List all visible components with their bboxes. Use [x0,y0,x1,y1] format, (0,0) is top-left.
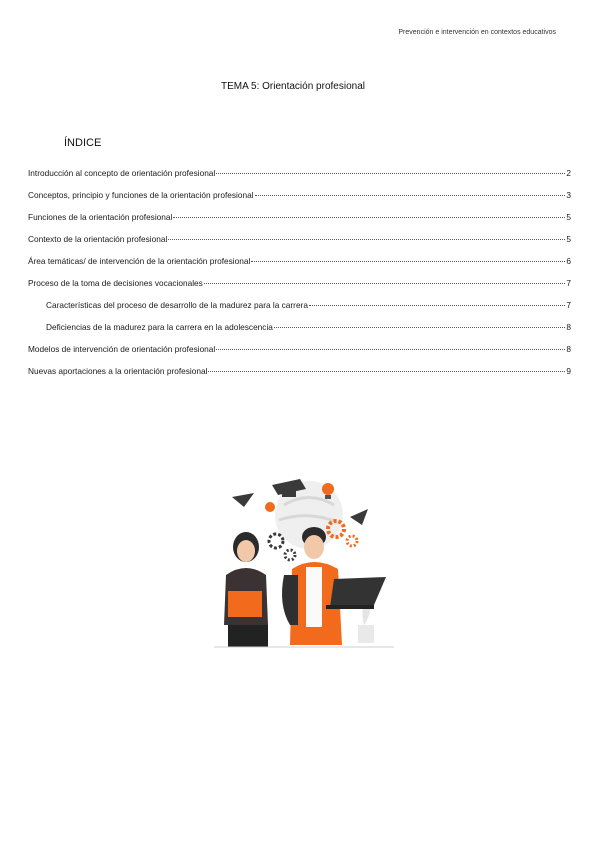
toc-entry-label: Funciones de la orientación profesional [28,212,173,222]
running-header: Prevención e intervención en contextos educativos [398,29,556,36]
toc-entry-page: 5 [566,234,571,244]
toc-entry-page: 8 [566,322,571,332]
toc-entry-page: 3 [566,190,571,200]
toc-entry-label: Características del proceso de desarrollo de la madurez para la carrera [46,300,308,310]
toc-entry-label: Área temáticas/ de intervención de la orientación profesional [28,256,251,266]
toc-entry-label: Modelos de intervención de orientación profesional [28,344,216,354]
gear-icon [269,534,283,548]
toc-heading: ÍNDICE [64,137,102,149]
toc-entry[interactable] [28,256,571,278]
toc-leader-dots [168,239,565,240]
toc-leader-dots [251,261,565,262]
lightbulb-icon [322,483,334,495]
location-pin-icon [265,502,275,512]
toc-entry[interactable] [28,168,571,190]
toc-entry[interactable] [28,234,571,256]
toc-entry-label: Conceptos, principio y funciones de la orientación profesional [28,190,254,200]
toc-entry[interactable] [28,344,571,366]
toc-entry-page: 9 [566,366,571,376]
table-of-contents [28,168,571,388]
toc-leader-dots [204,283,566,284]
toc-entry[interactable] [28,300,571,322]
toc-leader-dots [216,173,565,174]
toc-entry-label: Nuevas aportaciones a la orientación profesional [28,366,208,376]
toc-leader-dots [274,327,565,328]
toc-entry-page: 8 [566,344,571,354]
toc-entry[interactable] [28,322,571,344]
toc-entry-page: 7 [566,278,571,288]
students-career-illustration [214,475,394,650]
toc-entry-label: Deficiencias de la madurez para la carrera en la adolescencia [46,322,273,332]
toc-entry-page: 2 [566,168,571,178]
gear-icon [347,536,357,546]
gear-icon [285,550,295,560]
toc-entry-page: 6 [566,256,571,266]
toc-entry[interactable] [28,278,571,300]
toc-entry-page: 7 [566,300,571,310]
toc-entry-label: Introducción al concepto de orientación profesional [28,168,216,178]
paper-plane-icon [350,509,368,525]
toc-entry-label: Proceso de la toma de decisiones vocacionales [28,278,203,288]
toc-leader-dots [309,305,565,306]
document-title: TEMA 5: Orientación profesional [221,81,365,92]
toc-leader-dots [216,349,565,350]
toc-leader-dots [173,217,565,218]
toc-entry-label: Contexto de la orientación profesional [28,234,168,244]
paper-plane-icon [232,493,254,507]
laptop-icon [330,577,386,607]
toc-entry[interactable] [28,190,571,212]
toc-entry[interactable] [28,366,571,388]
toc-entry[interactable] [28,212,571,234]
toc-leader-dots [255,195,566,196]
toc-leader-dots [208,371,565,372]
toc-entry-page: 5 [566,212,571,222]
